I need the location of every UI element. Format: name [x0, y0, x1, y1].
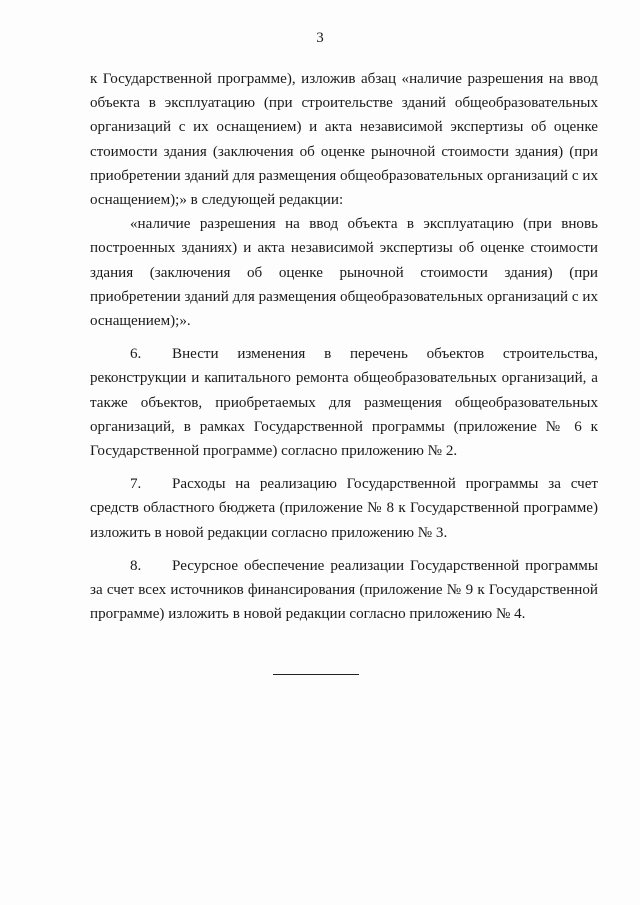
list-item-number: 7.	[130, 476, 142, 493]
list-item-text: Внести изменения в перечень объектов строительства, реконструкции и капитального ремонта общеобразовательных организаций, а также объектов, приобретаемых для размещения общеобразовательных организаций, в рамках Государственной программы (приложение № 6 к Государственной программе) согласно приложению № 2.	[90, 346, 598, 460]
end-of-document-line	[273, 674, 359, 675]
list-item-number: 6.	[130, 346, 142, 363]
list-item-text: Ресурсное обеспечение реализации Государственной программы за счет всех источников финансирования (приложение № 9 к Государственной программе) изложить в новой редакции согласно приложению № 4.	[90, 557, 598, 623]
list-item-number: 8.	[130, 557, 142, 574]
list-item-6	[90, 342, 598, 463]
list-item-7	[90, 472, 598, 545]
paragraph-amendment-intro: к Государственной программе), изложив абзац «наличие разрешения на ввод объекта в эксплуатацию (при строительстве зданий общеобразовательных организаций с их оснащением) и акта независимой экспертизы об оценке стоимости здания (заключения об оценке рыночной стоимости здания) (при приобретении зданий для размещения общеобразовательных организаций с их оснащением);» в следующей редакции:	[90, 71, 598, 209]
document-body	[90, 67, 598, 626]
paragraph-new-wording: «наличие разрешения на ввод объекта в эксплуатацию (при вновь построенных зданиях) и акта независимой экспертизы об оценке стоимости здания (заключения об оценке рыночной стоимости здания) (при приобретении зданий для размещения общеобразовательных организаций с их оснащением);».	[90, 216, 598, 330]
list-item-8	[90, 554, 598, 627]
list-item-text: Расходы на реализацию Государственной программы за счет средств областного бюджета (приложение № 8 к Государственной программе) изложить в новой редакции согласно приложению № 3.	[90, 476, 598, 541]
page-number: 3	[316, 30, 324, 46]
